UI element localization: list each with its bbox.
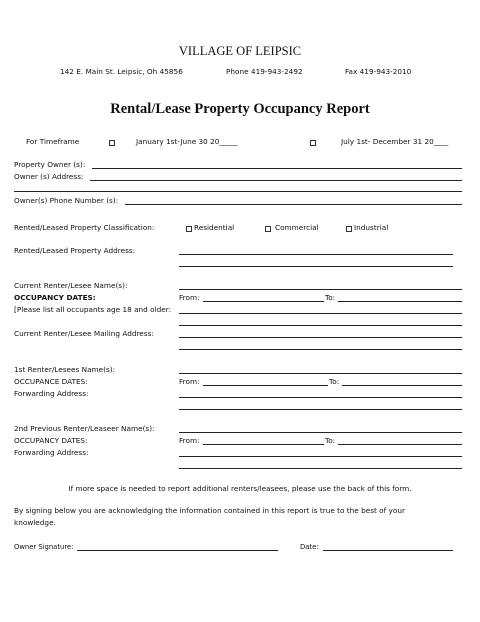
timeframe-label: For Timeframe xyxy=(26,137,80,146)
page-title: Rental/Lease Property Occupancy Report xyxy=(110,101,370,117)
property-address-field[interactable] xyxy=(179,254,453,255)
prev2-to-field[interactable] xyxy=(338,444,462,445)
prev1-from-label: From: xyxy=(179,377,200,386)
prev1-to-field[interactable] xyxy=(342,385,462,386)
current-from-label: From: xyxy=(179,293,200,302)
org-name: VILLAGE OF LEIPSIC xyxy=(178,44,302,58)
timeframe-first-half-label: January 1st-June 30 20_____ xyxy=(136,137,238,146)
prev1-occupance-dates-label: OCCUPANCE DATES: xyxy=(14,377,88,386)
property-owner-label: Property Owner (s): xyxy=(14,160,86,169)
prev1-from-field[interactable] xyxy=(203,385,328,386)
prev2-forwarding-label: Forwarding Address: xyxy=(14,448,89,457)
property-owner-field[interactable] xyxy=(92,168,462,169)
owner-phone-field[interactable] xyxy=(125,204,462,205)
prev1-forwarding-field-line2[interactable] xyxy=(179,409,462,410)
current-mailing-field-line2[interactable] xyxy=(179,349,462,350)
date-label: Date: xyxy=(300,543,319,551)
prev2-from-label: From: xyxy=(179,436,200,445)
acknowledgement-text-line2: knowledge. xyxy=(14,518,56,527)
residential-label: Residential xyxy=(194,223,235,232)
property-address-label: Rented/Leased Property Address: xyxy=(14,246,136,255)
owner-address-label: Owner (s) Address: xyxy=(14,172,84,181)
prev2-from-field[interactable] xyxy=(203,444,324,445)
prev2-renter-field[interactable] xyxy=(179,432,462,433)
current-mailing-field[interactable] xyxy=(179,337,462,338)
commercial-checkbox[interactable] xyxy=(265,226,271,232)
property-address-field-line2[interactable] xyxy=(179,266,453,267)
more-space-note: If more space is needed to report additional renters/leasees, please use the back of this form. xyxy=(68,484,412,493)
owner-phone-label: Owner(s) Phone Number (s): xyxy=(14,196,119,205)
prev1-forwarding-label: Forwarding Address: xyxy=(14,389,89,398)
prev1-forwarding-field[interactable] xyxy=(179,397,462,398)
current-mailing-label: Current Renter/Lesee Mailing Address: xyxy=(14,329,154,338)
owner-signature-field[interactable] xyxy=(77,550,278,551)
timeframe-second-half-checkbox[interactable] xyxy=(310,140,316,146)
timeframe-first-half-checkbox[interactable] xyxy=(109,140,115,146)
current-occupancy-dates-label: OCCUPANCY DATES: xyxy=(14,293,96,302)
owner-address-field[interactable] xyxy=(90,180,462,181)
current-occupants-field-line2[interactable] xyxy=(179,325,462,326)
prev2-forwarding-field-line2[interactable] xyxy=(179,468,462,469)
classification-label: Rented/Leased Property Classification: xyxy=(14,223,155,232)
owner-signature-label: Owner Signature: xyxy=(14,543,74,551)
current-to-field[interactable] xyxy=(338,301,462,302)
org-address: 142 E. Main St. Leipsic, Oh 45856 xyxy=(60,67,183,76)
timeframe-second-half-label: July 1st- December 31 20____ xyxy=(341,137,449,146)
org-fax: Fax 419-943-2010 xyxy=(345,67,412,76)
date-field[interactable] xyxy=(323,550,453,551)
commercial-label: Commercial xyxy=(275,223,319,232)
occupants-note: [Please list all occupants age 18 and older: xyxy=(14,305,172,314)
prev2-renter-label: 2nd Previous Renter/Leaseer Name(s): xyxy=(14,424,155,433)
prev2-forwarding-field[interactable] xyxy=(179,456,462,457)
prev1-to-label: To: xyxy=(329,377,340,386)
acknowledgement-text: By signing below you are acknowledging the information contained in this report is true to the best of your xyxy=(14,506,405,515)
prev1-renter-label: 1st Renter/Lesees Name(s): xyxy=(14,365,116,374)
prev1-renter-field[interactable] xyxy=(179,373,462,374)
current-renter-field[interactable] xyxy=(179,289,462,290)
current-renter-label: Current Renter/Lesee Name(s): xyxy=(14,281,128,290)
industrial-label: Industrial xyxy=(354,223,389,232)
prev2-occupancy-dates-label: OCCUPANCY DATES: xyxy=(14,436,88,445)
current-occupants-field[interactable] xyxy=(179,313,462,314)
residential-checkbox[interactable] xyxy=(186,226,192,232)
prev2-to-label: To: xyxy=(325,436,336,445)
owner-address-field-line2[interactable] xyxy=(14,191,462,192)
industrial-checkbox[interactable] xyxy=(346,226,352,232)
current-to-label: To: xyxy=(325,293,336,302)
current-from-field[interactable] xyxy=(203,301,324,302)
org-phone: Phone 419-943-2492 xyxy=(226,67,303,76)
